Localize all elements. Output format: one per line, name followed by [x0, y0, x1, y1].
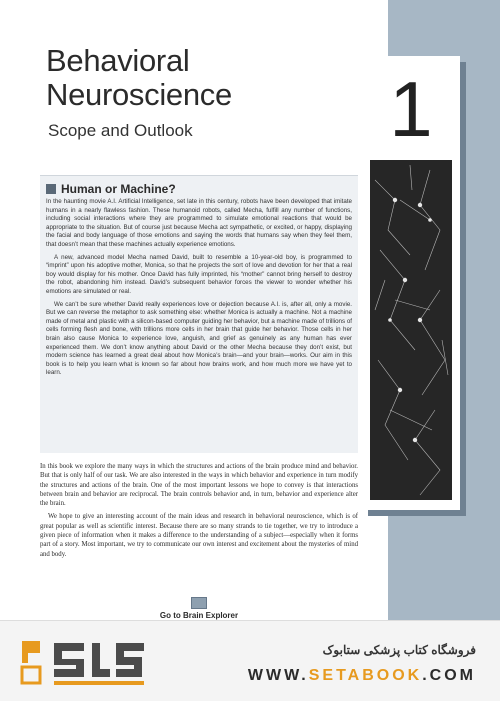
- chapter-title: [46, 44, 376, 112]
- intro-box: [40, 175, 358, 453]
- brain-explorer-icon: [191, 597, 207, 609]
- box-text: [46, 198, 352, 382]
- body-paragraph: In this book we explore the many ways in which the structures and actions of the brain produce mind and behavior. But that is only half of our task. We are also interested in the ways in which behavior and experience in turn modify the structures and actions of the brain. One of the most important lessons we hope to convey is that interactions between brain and behavior are reciprocal. The brain controls behavior and, in turn, behavior and experience alter the brain.: [40, 463, 358, 508]
- heading-marker-icon: [46, 184, 56, 194]
- chapter-title-line1: Behavioral: [46, 43, 190, 78]
- box-paragraph: A new, advanced model Mecha named David, built to resemble a 10-year-old boy, is programmed to “imprint” upon his adoptive mother, Monica, so that he projects the sort of love and devotion for her that a real boy would display for his mother. Once David has fully imprinted, his “mother” cannot bring herself to destroy the robot, abandoning him instead. David’s subsequent behavior forces the viewer to wonder whether his emotions are simulated or real.: [46, 253, 352, 295]
- box-paragraph: We can’t be sure whether David really experiences love or dejection because A.I. is, after all, only a movie. But we can reverse the metaphor to ask something else: whether Monica is actually a machine. Not a machine made of metal and plastic with a silicon-based computer guiding her behavior, but a machine made of trillions of cells forming flesh and bone, with trillions more cells in her brain that guide her behavior. Those cells in her brain also cause Monica to experience love, anguish, and grief as genuinely as any human has ever experienced them. We don’t know anything about David or the other Mecha because they don’t exist, but modern science has learned a great deal about how Monica’s brain—and your brain—works. Our aim in this book is to help you learn what is known so far about how brains work, and how much more we have yet to learn.: [46, 300, 352, 377]
- chapter-panel: [362, 56, 460, 510]
- footer-url-brand: SETABOOK: [308, 667, 423, 684]
- neuron-image: [370, 160, 452, 500]
- chapter-number: 1: [389, 65, 433, 153]
- chapter-title-line2: Neuroscience: [46, 77, 232, 112]
- body-paragraph: We hope to give an interesting account of the main ideas and research in behavioral neuroscience, which is of great popular as well as scientific interest. Because there are so many strands to tie together, we try to introduce a given piece of information when it makes a difference to the understanding of a subject—especially when it forms part of a story. Most important, we try to communicate our own interest and excitement about the mysteries of mind and body.: [40, 513, 358, 558]
- box-paragraph: In the haunting movie A.I. Artificial Intelligence, set late in this century, robots have been developed that imitate humans in a nearly flawless fashion. These humanoid robots, called Mecha, fulfill any number of functions, including social interactions where they are programmed to simulate emotional reactions that would be appropriate to the situation. But of course just because Mecha act sympathetic, or excited, or happy, displaying the facial and body language of those emotions and saying the words that humans say when they feel them, that doesn’t mean that these machines actually experience emotions.: [46, 198, 352, 248]
- chapter-subtitle: Scope and Outlook: [48, 121, 193, 140]
- brain-explorer-title: Go to Brain Explorer: [159, 611, 239, 620]
- setabook-logo: [14, 633, 164, 691]
- footer-website[interactable]: [248, 667, 476, 685]
- box-heading-text: Human or Machine?: [61, 182, 176, 196]
- footer-banner: [0, 620, 500, 701]
- box-heading: [46, 182, 176, 196]
- footer-persian-text: فروشگاه کتاب پزشکی ستابوک: [322, 643, 476, 657]
- footer-url-prefix: WWW.: [247, 667, 309, 684]
- body-text: [40, 462, 358, 563]
- footer-url-suffix: .COM: [422, 667, 476, 684]
